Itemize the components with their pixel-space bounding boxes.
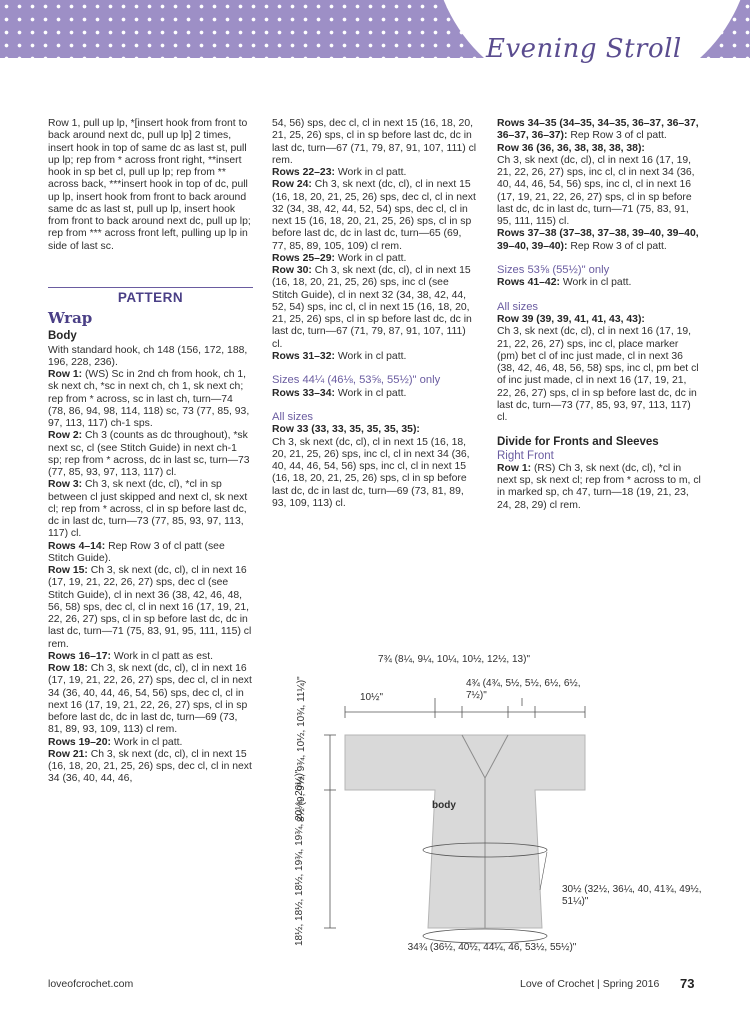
row-21-continued: 54, 56) sps, dec cl, cl in next 15 (16, 18, 20, 21, 25, 26) sps, cl in sp before last dc, dc in last dc, turn—67 (71, 79, 87, 91, 107, 111) cl rem. <box>272 118 477 166</box>
row-36: Row 36 (36, 36, 38, 38, 38, 38): Ch 3, sk next (dc, cl), cl in next 16 (17, 19, 21, 22, 26, 27) sps, inc cl, cl in next 34 (36, 40, 44, 46, 54, 56) sps, inc cl, cl in next 16 (17, 19, 21, 22, 26, 27) sps, cl in sp before last dc, dc in last dc, turn—71 (75, 83, 91, 95, 111, 115) cl. <box>497 142 695 227</box>
page-number: 73 <box>680 976 695 991</box>
garment-schematic <box>290 650 710 970</box>
top-width-label: 7¾ (8¼, 9¼, 10¼, 10½, 12½, 13)" <box>378 654 530 665</box>
page-title: Evening Stroll <box>486 34 682 64</box>
body-label: body <box>432 800 456 811</box>
rows-22-23: Rows 22–23: Work in cl patt. <box>272 167 407 178</box>
sleeve-depth-label: 8½ (9, 9½, 9¾, 10½, 10¾, 11¼)" <box>296 676 307 822</box>
all-sizes-subheading: All sizes <box>272 410 314 423</box>
length-label: 18½, 18½, 18½, 19¾, 19¾, 20¼, 20¼)" <box>294 769 305 946</box>
footer-credit: Love of Crochet | Spring 2016 <box>520 978 660 990</box>
row-39: Row 39 (39, 39, 41, 41, 43, 43): Ch 3, sk next (dc, cl), cl in next 16 (17, 19, 21, 22, 26, 27) sps, inc cl, place marker (pm) bet cl of inc just made, cl in next 36 (38, 42, 46, 48, 56, 58) sps, inc cl, pm bet cl of inc just made, cl in next 16 (17, 19, 21, 22, 26, 27) sps, cl in sp before last dc, dc in last dc, turn—73 (77, 85, 93, 97, 113, 117) cl. <box>497 314 699 423</box>
cast-on-text: With standard hook, ch 148 (156, 172, 188, 196, 228, 236). <box>48 344 248 368</box>
all-sizes-subheading-b: All sizes <box>497 300 539 313</box>
front-width-label: 4¾ (4¾, 5½, 5½, 6½, 6½, 7½)" <box>466 678 581 701</box>
right-front-row-1: Row 1: (RS) Ch 3, sk next (dc, cl), *cl in next sp, sk next cl; rep from * across to m, cl in marked sp, ch 47, turn—18 (19, 21, 23, 24, 28, 29) cl rem. <box>497 462 701 511</box>
rows-31-32: Rows 31–32: Work in cl patt. <box>272 350 407 362</box>
sizes-subheading-b: Sizes 53⅝ (55½)" only <box>497 263 610 276</box>
column-3 <box>497 118 702 512</box>
row-1: Row 1: (WS) Sc in 2nd ch from hook, ch 1, sk next ch, *sc in next ch, ch 1, sk next ch; rep from * across, sc in last ch, turn—74 (78, 86, 94, 98, 114, 118) sc, 73 (77, 85, 93, 97, 113, 117) ch-1 sps. <box>48 369 250 429</box>
row-2: Row 2: Ch 3 (counts as dc throughout), *sk next sc, cl (see Stitch Guide) in next ch-1 sp; rep from * across, dc in last sc, turn—73 (77, 85, 93, 97, 113, 117) cl. <box>48 430 250 478</box>
rows-37-38: Rows 37–38 (37–38, 37–38, 39–40, 39–40, 39–40, 39–40): Rep Row 3 of cl patt. <box>497 228 699 252</box>
rows-19-20: Rows 19–20: Work in cl patt. <box>48 736 183 748</box>
row-21: Row 21: Ch 3, sk next (dc, cl), cl in next 15 (16, 18, 20, 21, 25, 26) sps, dec cl, cl in next 34 (36, 40, 44, 46, <box>48 748 252 785</box>
waist-label: 30½ (32½, 36¼, 40, 41¾, 49½, 51¼)" <box>562 884 702 907</box>
row-15: Row 15: Ch 3, sk next (dc, cl), cl in next 16 (17, 19, 21, 22, 26, 27) sps, dec cl (see Stitch Guide), cl in next 36 (38, 42, 46, 48, 56, 58) sps, dec cl, cl in next 16 (17, 19, 21, 22, 26, 27) sps, cl in sp before last dc, dc in last dc, turn—71 (75, 83, 91, 95, 111, 115) cl rem. <box>48 565 252 650</box>
intro-paragraph: Row 1, pull up lp, *[insert hook from front to back around next dc, pull up lp] 2 times, insert hook in top of same dc as last st, pull up lp; rep from * across front right, **insert hook in sp bet cl, pull up lp; rep from ** across back, ***insert hook in top of dc, pull up lp, insert hook from front to back around same dc as last st, pull up lp, insert hook from front to back around next dc, pull up lp; rep from *** across front left, pulling up lp in side of last sc. <box>48 118 251 252</box>
right-front-heading: Right Front <box>497 449 554 462</box>
row-33: Row 33 (33, 33, 35, 35, 35, 35): Ch 3, sk next (dc, cl), cl in next 15 (16, 18, 20, 21, 25, 26) sps, inc cl, cl in next 34 (36, 40, 44, 46, 54, 56) sps, inc cl, cl in next 15 (16, 18, 20, 21, 25, 26) sps, cl in sp before last dc, dc in last dc, turn—69 (73, 81, 89, 93, 109, 113) cl. <box>272 424 470 509</box>
column-1 <box>48 118 253 786</box>
pattern-heading: PATTERN <box>48 287 253 304</box>
wrap-heading: Wrap <box>48 309 93 327</box>
footer-site: loveofcrochet.com <box>48 978 134 990</box>
hem-label: 34¾ (36½, 40½, 44¼, 46, 53½, 55½)" <box>407 942 577 953</box>
rows-4-14: Rows 4–14: Rep Row 3 of cl patt (see Stitch Guide). <box>48 540 225 564</box>
rows-34-35: Rows 34–35 (34–35, 34–35, 36–37, 36–37, 36–37, 36–37): Rep Row 3 of cl patt. <box>497 118 699 142</box>
row-3: Row 3: Ch 3, sk next (dc, cl), *cl in sp between cl just skipped and next cl, sk next cl; rep from * across, cl in sp before last dc, dc in last dc, turn—73 (77, 85, 93, 97, 113, 117) cl. <box>48 479 248 540</box>
rows-25-29: Rows 25–29: Work in cl patt. <box>272 252 407 264</box>
rows-16-17: Rows 16–17: Work in cl patt as est. <box>48 650 213 662</box>
body-heading: Body <box>48 330 77 343</box>
garment-shape <box>345 735 585 928</box>
hem-measure-ellipse <box>423 929 547 943</box>
neck-label: 10½" <box>360 692 384 703</box>
divide-heading: Divide for Fronts and Sleeves <box>497 436 659 449</box>
row-24: Row 24: Ch 3, sk next (dc, cl), cl in next 15 (16, 18, 20, 21, 25, 26) sps, dec cl, cl in next 32 (34, 38, 42, 44, 52, 54) sps, dec cl, cl in next 15 (16, 18, 20, 21, 25, 26) sps, cl in sp before last dc, dc in last dc, turn—65 (69, 77, 85, 89, 105, 109) cl rem. <box>272 179 476 252</box>
column-2 <box>272 118 477 510</box>
rows-41-42: Rows 41–42: Work in cl patt. <box>497 277 632 289</box>
rows-33-34: Rows 33–34: Work in cl patt. <box>272 387 407 399</box>
row-18: Row 18: Ch 3, sk next (dc, cl), cl in next 16 (17, 19, 21, 22, 26, 27) sps, dec cl, cl in next 34 (36, 40, 44, 46, 54, 56) sps, dec cl, cl in next 16 (17, 19, 21, 22, 26, 27) sps, cl in sp before last dc, dc in last dc, turn—69 (73, 81, 89, 93, 109, 113) cl rem. <box>48 663 252 736</box>
sizes-subheading-a: Sizes 44¼ (46⅛, 53⅝, 55½)" only <box>272 374 441 386</box>
row-30: Row 30: Ch 3, sk next (dc, cl), cl in next 15 (16, 18, 20, 21, 25, 26) sps, inc cl (see Stitch Guide), cl in next 32 (34, 38, 42, 44, 52, 54) sps, inc cl, cl in next 15 (16, 18, 20, 21, 25, 26) sps, cl in sp before last dc, dc in last dc, turn—67 (71, 79, 87, 91, 107, 111) cl. <box>272 265 472 350</box>
